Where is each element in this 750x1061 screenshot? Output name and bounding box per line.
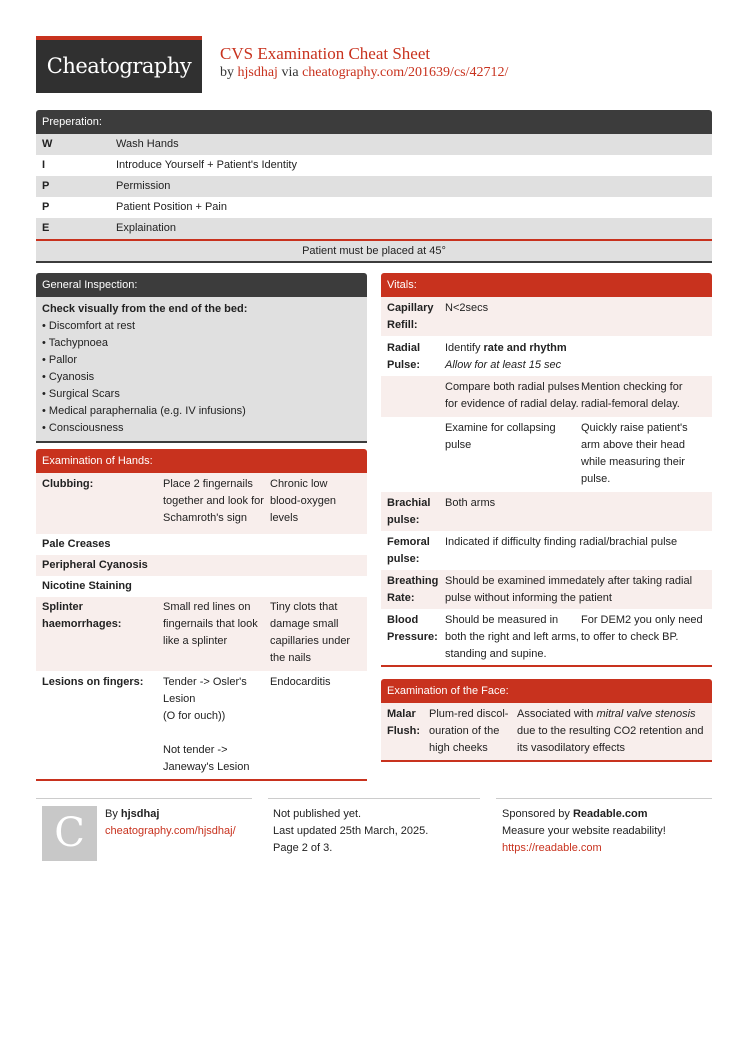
table-row: P Patient Position + Pain [36,197,712,218]
list-item: • Medical paraphernalia (e.g. IV infusions) [42,405,246,417]
table-row: Peripheral Cyanosis [36,555,367,576]
table-row: Femoral pulse: Indicated if difficulty finding radial/brachial pulse [381,531,712,570]
header [36,36,716,94]
table-row: Lesions on fingers: Tender -> Osler's Lesion (O for ouch)) Not tender -> Janeway's Lesion Endocarditis [36,671,367,779]
list-item: • Discomfort at rest [42,320,136,332]
face-title: Examination of the Face: [381,679,712,703]
table-row: Radial Pulse: Identify rate and rhythm Allow for at least 15 sec [381,336,712,376]
list-item: • Consciousness [42,422,124,434]
byline: by hjsdhaj via cheatography.com/201639/cs/42712/ [220,65,509,80]
sheet-url-link[interactable]: cheatography.com/201639/cs/42712/ [302,65,509,80]
table-row: Nicotine Staining [36,576,367,597]
table-row: I Introduce Yourself + Patient's Identity [36,155,712,176]
table-row: Compare both radial pulses for evidence of radial delay. Mention checking for radial-femoral delay. [381,376,712,417]
footer-status: Not published yet. Last updated 25th March, 2025. Page 2 of 3. [273,808,429,854]
list-item: • Tachypnoea [42,337,109,349]
table-row: Brachial pulse: Both arms [381,492,712,531]
face-section [381,679,712,762]
general-inspection-section [36,273,367,443]
preparation-note: Patient must be placed at 45° [36,239,712,261]
list-item: • Pallor [42,354,78,366]
general-inspection-title: General Inspection: [36,273,367,297]
table-row: Blood Pressure: Should be measured in both the right and left arms, standing and supine. For DEM2 you only need to offer to check BP. [381,609,712,665]
footer-author: By hjsdhaj cheatography.com/hjsdhaj/ [105,806,236,840]
vitals-title: Vitals: [381,273,712,297]
table-row: P Permission [36,176,712,197]
author-link[interactable]: hjsdhaj [237,65,278,80]
table-row: Examine for collapsing pulse Quickly raise patient's arm above their head while measuring their pulse. [381,417,712,492]
preparation-title: Preperation: [36,110,712,134]
list-item: • Surgical Scars [42,388,120,400]
vitals-section [381,273,712,667]
footer-author-name[interactable]: hjsdhaj [120,808,160,820]
list-item: • Cyanosis [42,371,95,383]
general-inspection-content: Check visually from the end of the bed: • Discomfort at rest • Tachypnoea • Pallor • Cyanosis • Surgical Scars • Medical paraphernalia (e.g. IV infusions) • Consciousness [36,297,367,441]
table-row: W Wash Hands [36,134,712,155]
table-row: Capillary Refill: N<2secs [381,297,712,336]
author-avatar: C [42,806,97,861]
hands-section [36,449,367,781]
page-title: CVS Examination Cheat Sheet [220,44,431,63]
table-row: Breathing Rate: Should be examined immedately after taking radial pulse without informing the patient [381,570,712,609]
table-row: Malar Flush: Plum-red discol-ouration of the high cheeks Associated with mitral valve stenosis due to the resulting CO2 retention and its vasodilatory effects [381,703,712,760]
footer [36,798,712,868]
preparation-section [36,110,712,263]
table-row: Splinter haemorrhages: Small red lines on fingernails that look like a splinter Tiny clots that damage small capillaries under the nails [36,597,367,671]
footer-sponsor: Sponsored by Readable.com Measure your website readability! https://readable.com [502,806,666,857]
footer-author-link[interactable]: cheatography.com/hjsdhaj/ [105,825,236,837]
hands-title: Examination of Hands: [36,449,367,473]
table-row: Pale Creases [36,534,367,555]
cheatography-logo[interactable]: Cheatography [36,36,202,93]
table-row: Clubbing: Place 2 fingernails together and look for Schamroth's sign Chronic low blood-oxygen levels [36,473,367,534]
sponsor-name[interactable]: Readable.com [572,808,648,820]
sponsor-link[interactable]: https://readable.com [502,842,602,854]
table-row: E Explaination [36,218,712,239]
